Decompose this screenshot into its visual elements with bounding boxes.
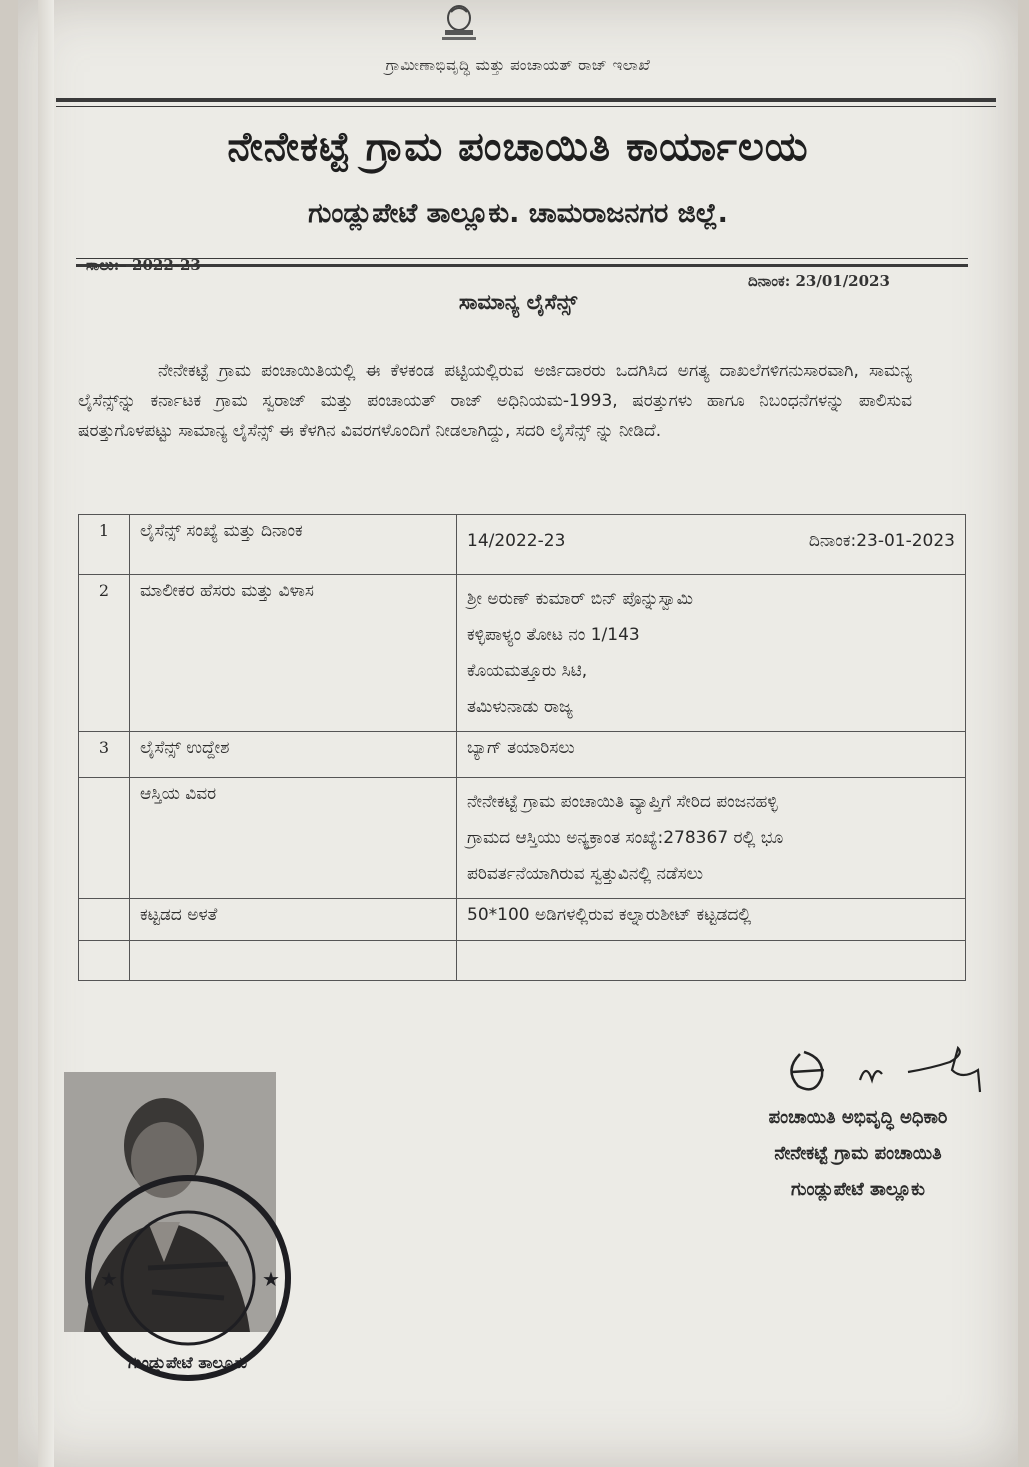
table-row-empty (79, 941, 966, 981)
officer-signature (782, 1040, 992, 1100)
owner-address-line: ಕಳ್ಳಿಪಾಳ್ಯಂ ತೋಟ ನಂ 1/143 (467, 625, 640, 645)
row-label (130, 941, 457, 981)
row-number (79, 778, 130, 899)
table-row (79, 515, 966, 575)
row-label: ಮಾಲೀಕರ ಹೆಸರು ಮತ್ತು ವಿಳಾಸ (130, 575, 457, 732)
table-row (79, 899, 966, 941)
row-label: ಕಟ್ಟಡದ ಅಳತೆ (130, 899, 457, 941)
row-value: 50*100 ಅಡಿಗಳಲ್ಲಿರುವ ಕಲ್ನಾರುಶೀಟ್ ಕಟ್ಟಡದಲ್ಲಿ (457, 899, 966, 941)
property-detail-line: ನೇನೇಕಟ್ಟೆ ಗ್ರಾಮ ಪಂಚಾಯಿತಿ ವ್ಯಾಪ್ತಿಗೆ ಸೇರಿದ ಪಂಜನಹಳ್ಳಿ (467, 792, 778, 812)
row-value: ಬ್ಯಾಗ್ ತಯಾರಿಸಲು (457, 732, 966, 778)
row-number (79, 899, 130, 941)
owner-name: ಶ್ರೀ ಅರುಣ್ ಕುಮಾರ್ ಬಿನ್ ಪೊನ್ನುಸ್ವಾಮಿ (467, 589, 693, 609)
body-paragraph: ನೇನೇಕಟ್ಟೆ ಗ್ರಾಮ ಪಂಚಾಯಿತಿಯಲ್ಲಿ ಈ ಕೆಳಕಂಡ ಪಟ್ಟಿಯಲ್ಲಿರುವ ಅರ್ಜಿದಾರರು ಒದಗಿಸಿದ ಅಗತ್ಯ ದಾಖಲೆಗಳಿಗನುಸಾರವಾಗಿ, ಸಾಮನ್ಯ ಲೈಸೆನ್ಸ್‌ನ್ನು ಕರ್ನಾಟಕ ಗ್ರಾಮ ಸ್ವರಾಜ್ ಮತ್ತು ಪಂಚಾಯತ್ ರಾಜ್ ಅಧಿನಿಯಮ-1993, ಷರತ್ತುಗಳು ಹಾಗೂ ನಿಬಂಧನೆಗಳನ್ನು ಪಾಲಿಸುವ ಷರತ್ತುಗೊಳಪಟ್ಟು ಸಾಮಾನ್ಯ ಲೈಸೆನ್ಸ್ ಈ ಕೆಳಗಿನ ವಿವರಗಳೊಂದಿಗೆ ನೀಡಲಾಗಿದ್ದು, ಸದರಿ ಲೈಸೆನ್ಸ್ ನ್ನು ನೀಡಿದೆ. (78, 361, 912, 441)
row-value (457, 575, 966, 732)
owner-address-line: ತಮಿಳುನಾಡು ರಾಜ್ಯ (467, 697, 573, 717)
license-number: 14/2022-23 (467, 531, 566, 551)
table-row (79, 778, 966, 899)
signature-block (708, 1100, 1008, 1208)
header-rule-top (56, 98, 996, 102)
header-rule-top-thin (56, 106, 996, 107)
officer-office: ನೇನೇಕಟ್ಟೆ ಗ್ರಾಮ ಪಂಚಾಯಿತಿ (774, 1143, 942, 1164)
property-detail-line: ಪರಿವರ್ತನೆಯಾಗಿರುವ ಸ್ವತ್ತುವಿನಲ್ಲಿ ನಡೆಸಲು (467, 864, 703, 884)
svg-text:★: ★ (100, 1267, 118, 1291)
license-date: ದಿನಾಂಕ:23-01-2023 (808, 531, 955, 551)
office-title: ನೇನೇಕಟ್ಟೆ ಗ್ರಾಮ ಪಂಚಾಯಿತಿ ಕಾರ್ಯಾಲಯ (227, 124, 809, 170)
officer-designation: ಪಂಚಾಯಿತಿ ಅಭಿವೃದ್ಧಿ ಅಧಿಕಾರಿ (768, 1107, 948, 1128)
panchayat-seal-stamp (78, 1168, 298, 1388)
seal-text: ಗುಂಡ್ಲುಪೇಟೆ ತಾಲ್ಲೂಕು (128, 1353, 248, 1372)
row-value (457, 778, 966, 899)
header-rule-bottom-thin (76, 258, 968, 259)
financial-year: ಸಾಲು:– 2022-23 (86, 256, 201, 274)
svg-text:★: ★ (262, 1267, 280, 1291)
property-detail-line: ಗ್ರಾಮದ ಆಸ್ತಿಯು ಅನ್ಯಕ್ರಾಂತ ಸಂಖ್ಯೆ:278367 ರಲ್ಲಿ ಭೂ (467, 828, 784, 848)
officer-taluk: ಗುಂಡ್ಲುಪೇಟೆ ತಾಲ್ಲೂಕು (791, 1179, 925, 1200)
row-value (457, 515, 966, 575)
document-title: ಸಾಮಾನ್ಯ ಲೈಸೆನ್ಸ್ (458, 290, 578, 314)
issue-date: ದಿನಾಂಕ: 23/01/2023 (748, 272, 890, 290)
row-number: 2 (79, 575, 130, 732)
header-rule-bottom (76, 264, 968, 267)
department-name: ಗ್ರಾಮೀಣಾಭಿವೃದ್ಧಿ ಮತ್ತು ಪಂಚಾಯತ್ ರಾಜ್ ಇಲಾಖೆ (385, 56, 651, 74)
row-value (457, 941, 966, 981)
row-number (79, 941, 130, 981)
office-subtitle: ಗುಂಡ್ಲುಪೇಟೆ ತಾಲ್ಲೂಕು. ಚಾಮರಾಜನಗರ ಜಿಲ್ಲೆ. (308, 198, 728, 229)
owner-address-line: ಕೊಯಮತ್ತೂರು ಸಿಟಿ, (467, 661, 588, 681)
row-number: 3 (79, 732, 130, 778)
state-emblem-icon (436, 2, 482, 44)
row-label: ಲೈಸೆನ್ಸ್ ಸಂಖ್ಯೆ ಮತ್ತು ದಿನಾಂಕ (130, 515, 457, 575)
license-details-table (78, 514, 966, 981)
row-number: 1 (79, 515, 130, 575)
row-label: ಆಸ್ತಿಯ ವಿವರ (130, 778, 457, 899)
table-row (79, 575, 966, 732)
row-label: ಲೈಸೆನ್ಸ್ ಉದ್ದೇಶ (130, 732, 457, 778)
table-row (79, 732, 966, 778)
document-page (18, 0, 1018, 1467)
